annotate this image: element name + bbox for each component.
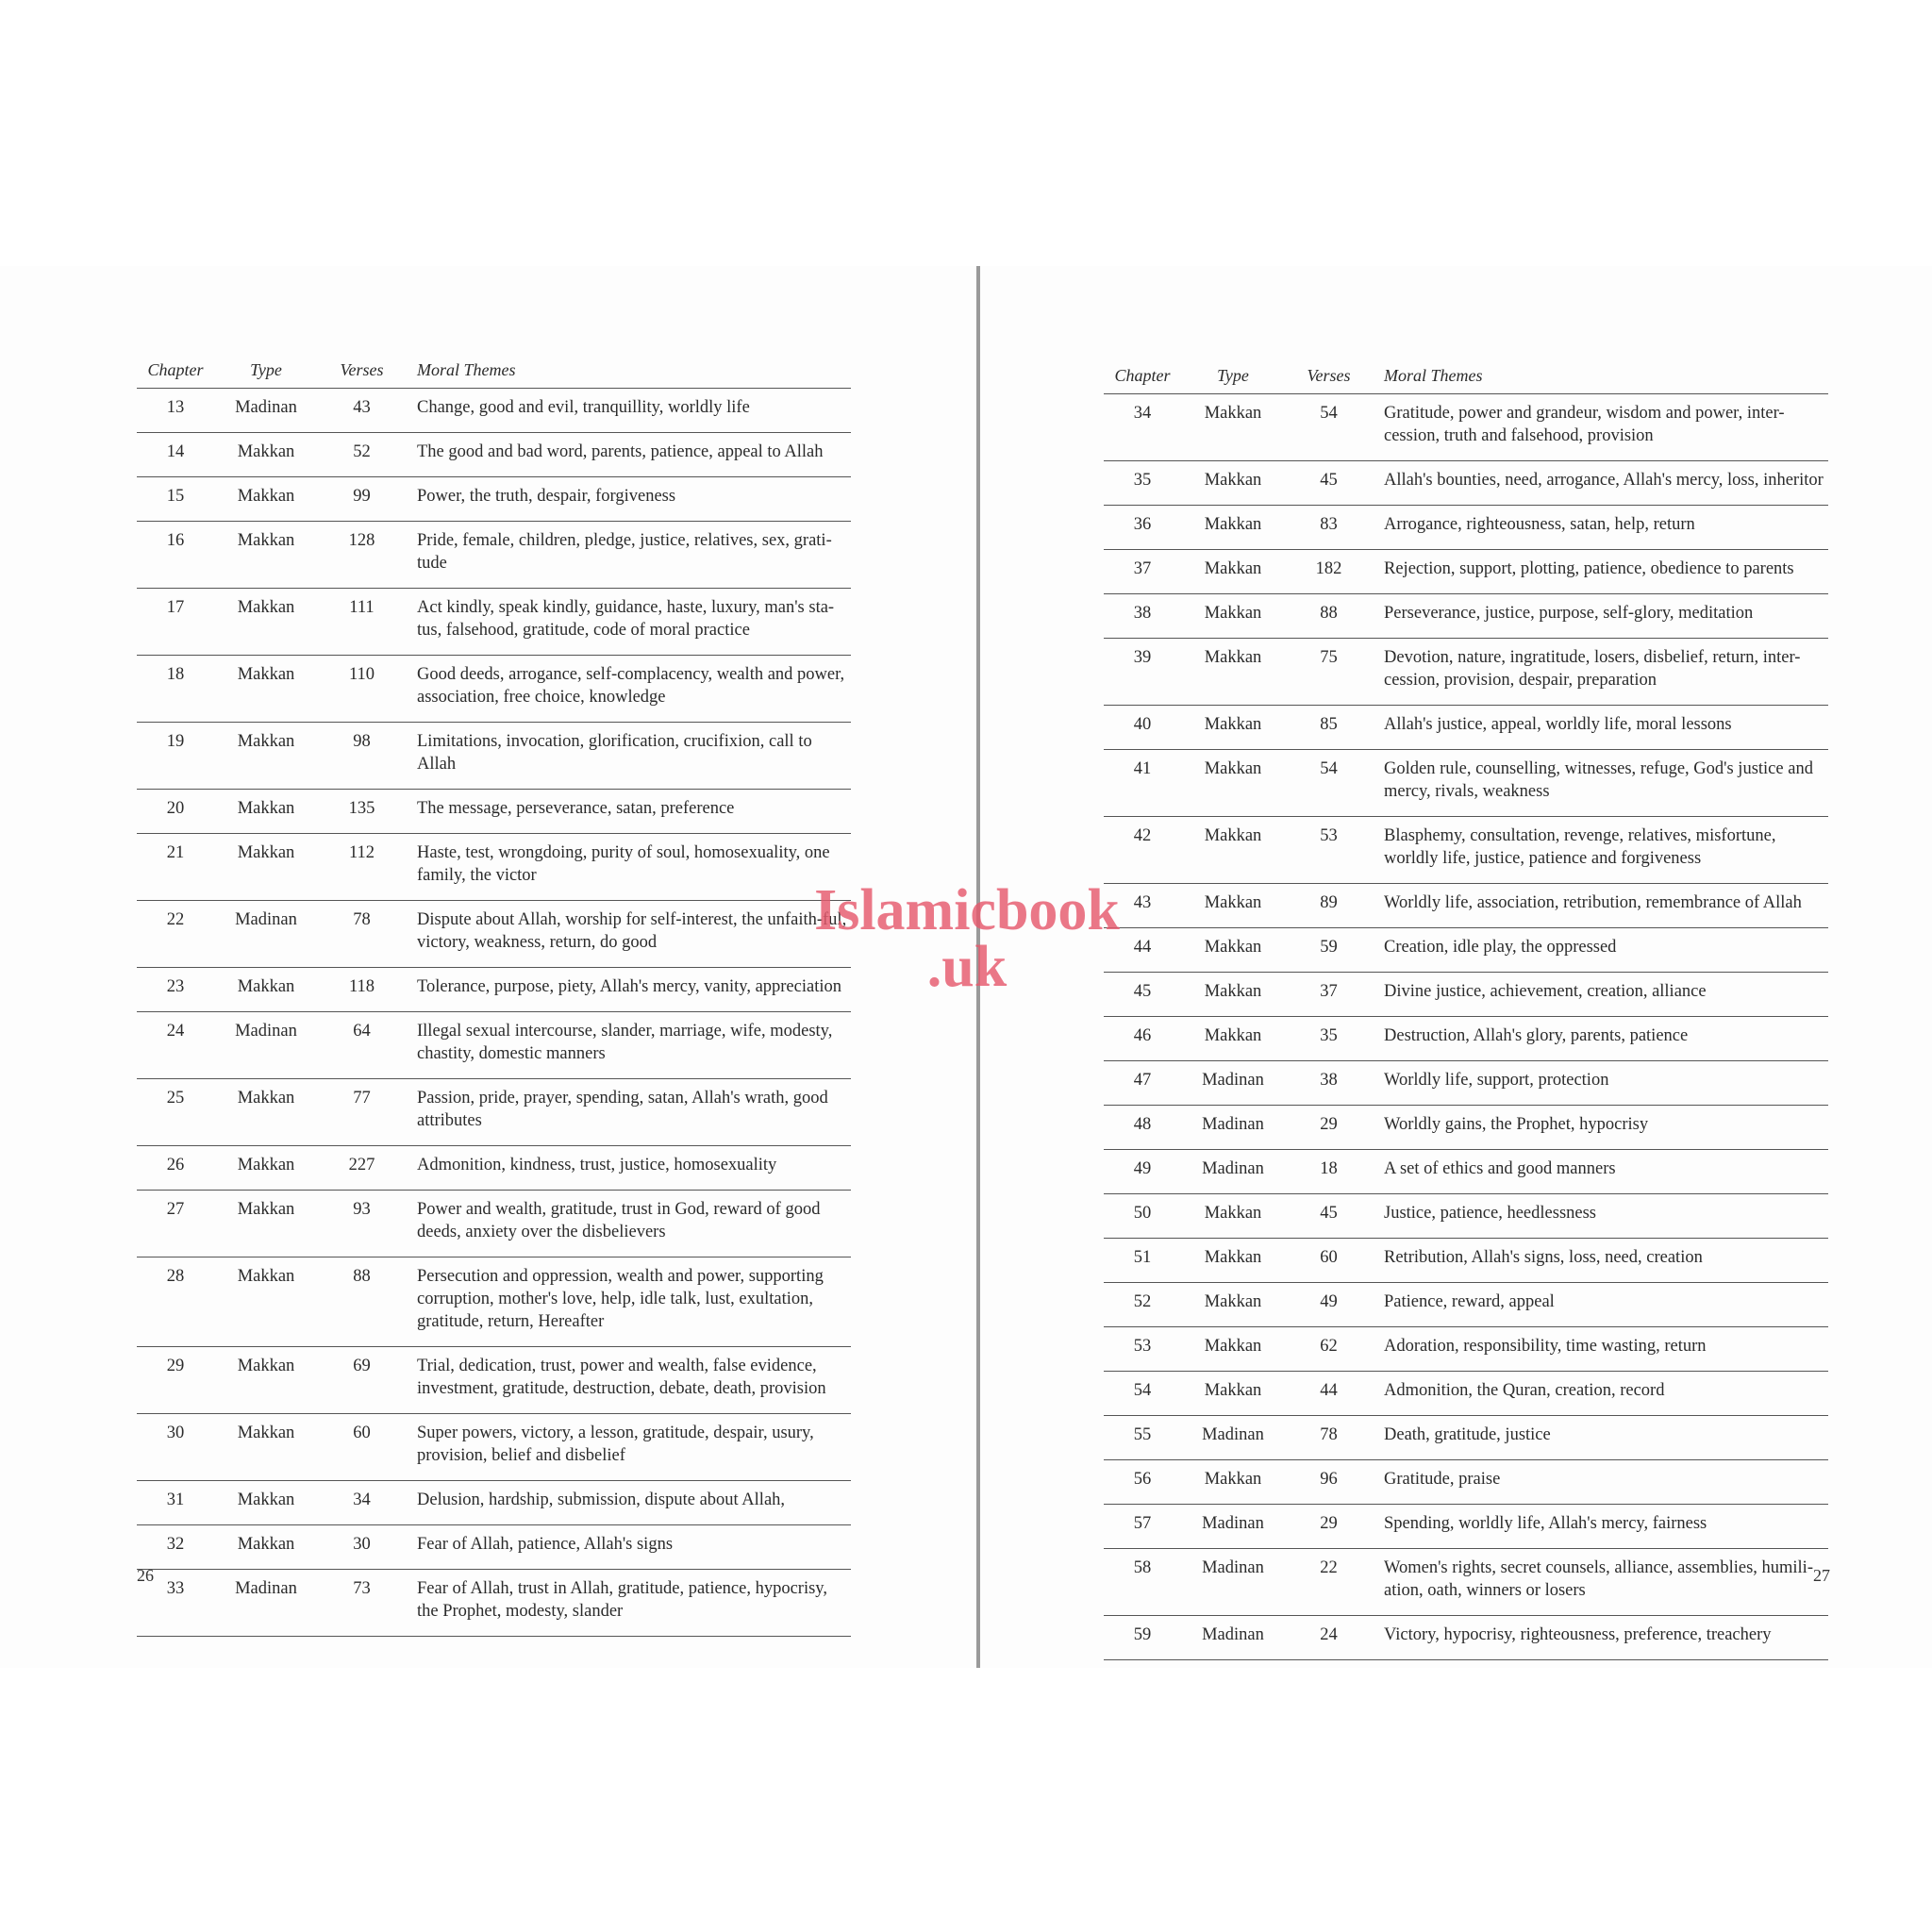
cell-type: Madinan <box>1181 1505 1285 1549</box>
table-row <box>137 433 851 477</box>
table-row <box>137 1570 851 1637</box>
cell-chapter: 54 <box>1104 1372 1181 1416</box>
table-row <box>1104 550 1828 594</box>
cell-themes: Dispute about Allah, worship for self-interest, the unfaith-ful, victory, weakness, return, do good <box>406 901 851 968</box>
cell-type: Makkan <box>1181 1283 1285 1327</box>
cell-themes: Power and wealth, gratitude, trust in God, reward of good deeds, anxiety over the disbelievers <box>406 1191 851 1257</box>
cell-themes: The message, perseverance, satan, preference <box>406 790 851 834</box>
cell-type: Makkan <box>1181 394 1285 461</box>
cell-type: Makkan <box>214 1146 318 1191</box>
table-row <box>137 1146 851 1191</box>
cell-chapter: 40 <box>1104 706 1181 750</box>
cell-themes: Blasphemy, consultation, revenge, relatives, misfortune, worldly life, justice, patience and forgiveness <box>1373 817 1828 884</box>
cell-chapter: 29 <box>137 1347 214 1414</box>
cell-themes: Rejection, support, plotting, patience, obedience to parents <box>1373 550 1828 594</box>
cell-themes: Perseverance, justice, purpose, self-glory, meditation <box>1373 594 1828 639</box>
cell-type: Makkan <box>1181 973 1285 1017</box>
cell-type: Makkan <box>1181 550 1285 594</box>
cell-verses: 37 <box>1285 973 1373 1017</box>
table-row <box>1104 1372 1828 1416</box>
cell-type: Makkan <box>214 1191 318 1257</box>
cell-chapter: 37 <box>1104 550 1181 594</box>
cell-chapter: 51 <box>1104 1239 1181 1283</box>
cell-type: Madinan <box>1181 1061 1285 1106</box>
cell-type: Makkan <box>214 589 318 656</box>
table-row <box>1104 1061 1828 1106</box>
cell-verses: 99 <box>318 477 406 522</box>
cell-themes: Devotion, nature, ingratitude, losers, disbelief, return, inter-cession, provision, despair, preparation <box>1373 639 1828 706</box>
table-row <box>1104 1194 1828 1239</box>
cell-verses: 60 <box>1285 1239 1373 1283</box>
cell-themes: Power, the truth, despair, forgiveness <box>406 477 851 522</box>
watermark-line2: .uk <box>926 935 1008 999</box>
table-row <box>1104 884 1828 928</box>
cell-verses: 29 <box>1285 1505 1373 1549</box>
cell-verses: 128 <box>318 522 406 589</box>
cell-chapter: 18 <box>137 656 214 723</box>
cell-type: Makkan <box>1181 1372 1285 1416</box>
cell-chapter: 35 <box>1104 461 1181 506</box>
cell-type: Madinan <box>1181 1416 1285 1460</box>
cell-themes: Fear of Allah, patience, Allah's signs <box>406 1525 851 1570</box>
cell-themes: Death, gratitude, justice <box>1373 1416 1828 1460</box>
cell-verses: 62 <box>1285 1327 1373 1372</box>
watermark-line1: Islamicbook <box>814 878 1120 942</box>
cell-type: Makkan <box>1181 1460 1285 1505</box>
cell-type: Makkan <box>214 1257 318 1347</box>
cell-chapter: 38 <box>1104 594 1181 639</box>
cell-chapter: 55 <box>1104 1416 1181 1460</box>
cell-verses: 22 <box>1285 1549 1373 1616</box>
cell-type: Makkan <box>1181 1327 1285 1372</box>
cell-chapter: 32 <box>137 1525 214 1570</box>
cell-themes: Allah's justice, appeal, worldly life, moral lessons <box>1373 706 1828 750</box>
header-themes: Moral Themes <box>1373 366 1828 394</box>
table-row <box>137 901 851 968</box>
cell-themes: Fear of Allah, trust in Allah, gratitude, patience, hypocrisy, the Prophet, modesty, slander <box>406 1570 851 1637</box>
cell-verses: 78 <box>1285 1416 1373 1460</box>
page-number-left: 26 <box>137 1566 154 1585</box>
cell-type: Makkan <box>214 433 318 477</box>
cell-chapter: 26 <box>137 1146 214 1191</box>
table-row <box>137 1191 851 1257</box>
table-header-row <box>137 360 851 389</box>
cell-verses: 75 <box>1285 639 1373 706</box>
table-row <box>137 1481 851 1525</box>
left-page <box>137 360 851 1637</box>
cell-verses: 29 <box>1285 1106 1373 1150</box>
cell-chapter: 27 <box>137 1191 214 1257</box>
header-verses: Verses <box>318 360 406 389</box>
cell-verses: 24 <box>1285 1616 1373 1660</box>
table-row <box>137 656 851 723</box>
cell-chapter: 14 <box>137 433 214 477</box>
cell-chapter: 56 <box>1104 1460 1181 1505</box>
table-row <box>137 389 851 433</box>
cell-themes: Good deeds, arrogance, self-complacency, wealth and power, association, free choice, knowledge <box>406 656 851 723</box>
cell-type: Makkan <box>214 1079 318 1146</box>
cell-type: Makkan <box>1181 639 1285 706</box>
cell-verses: 59 <box>1285 928 1373 973</box>
cell-type: Madinan <box>1181 1549 1285 1616</box>
table-row <box>1104 1150 1828 1194</box>
table-row <box>1104 1616 1828 1660</box>
cell-chapter: 22 <box>137 901 214 968</box>
cell-themes: Gratitude, power and grandeur, wisdom and power, inter-cession, truth and falsehood, provision <box>1373 394 1828 461</box>
cell-themes: Golden rule, counselling, witnesses, refuge, God's justice and mercy, rivals, weakness <box>1373 750 1828 817</box>
left-themes-table <box>137 360 851 1637</box>
cell-themes: Admonition, the Quran, creation, record <box>1373 1372 1828 1416</box>
cell-type: Makkan <box>214 1525 318 1570</box>
table-row <box>1104 1505 1828 1549</box>
cell-chapter: 46 <box>1104 1017 1181 1061</box>
cell-chapter: 48 <box>1104 1106 1181 1150</box>
cell-themes: Delusion, hardship, submission, dispute about Allah, <box>406 1481 851 1525</box>
cell-themes: Allah's bounties, need, arrogance, Allah's mercy, loss, inheritor <box>1373 461 1828 506</box>
header-type: Type <box>214 360 318 389</box>
cell-verses: 78 <box>318 901 406 968</box>
cell-chapter: 52 <box>1104 1283 1181 1327</box>
cell-verses: 112 <box>318 834 406 901</box>
table-row <box>137 968 851 1012</box>
cell-type: Madinan <box>214 1012 318 1079</box>
cell-verses: 43 <box>318 389 406 433</box>
cell-type: Makkan <box>214 1481 318 1525</box>
cell-chapter: 39 <box>1104 639 1181 706</box>
cell-verses: 38 <box>1285 1061 1373 1106</box>
cell-chapter: 24 <box>137 1012 214 1079</box>
header-chapter: Chapter <box>1104 366 1181 394</box>
cell-type: Makkan <box>1181 750 1285 817</box>
cell-verses: 60 <box>318 1414 406 1481</box>
cell-type: Makkan <box>1181 884 1285 928</box>
cell-verses: 89 <box>1285 884 1373 928</box>
table-row <box>137 1079 851 1146</box>
cell-verses: 77 <box>318 1079 406 1146</box>
cell-chapter: 50 <box>1104 1194 1181 1239</box>
cell-chapter: 15 <box>137 477 214 522</box>
cell-type: Makkan <box>1181 461 1285 506</box>
right-page <box>1104 366 1828 1660</box>
cell-themes: Worldly life, support, protection <box>1373 1061 1828 1106</box>
cell-verses: 93 <box>318 1191 406 1257</box>
cell-themes: Persecution and oppression, wealth and power, supporting corruption, mother's love, help, idle talk, lust, exultation, gratitude, return, Hereafter <box>406 1257 851 1347</box>
cell-themes: Trial, dedication, trust, power and wealth, false evidence, investment, gratitude, destruction, debate, death, provision <box>406 1347 851 1414</box>
table-row <box>137 477 851 522</box>
cell-verses: 30 <box>318 1525 406 1570</box>
cell-chapter: 23 <box>137 968 214 1012</box>
cell-verses: 98 <box>318 723 406 790</box>
cell-verses: 88 <box>1285 594 1373 639</box>
cell-themes: Change, good and evil, tranquillity, worldly life <box>406 389 851 433</box>
cell-type: Madinan <box>214 1570 318 1637</box>
cell-chapter: 57 <box>1104 1505 1181 1549</box>
cell-type: Makkan <box>1181 1239 1285 1283</box>
cell-verses: 54 <box>1285 394 1373 461</box>
cell-verses: 135 <box>318 790 406 834</box>
cell-type: Makkan <box>214 1347 318 1414</box>
cell-themes: Passion, pride, prayer, spending, satan, Allah's wrath, good attributes <box>406 1079 851 1146</box>
cell-verses: 53 <box>1285 817 1373 884</box>
cell-type: Makkan <box>1181 817 1285 884</box>
cell-themes: A set of ethics and good manners <box>1373 1150 1828 1194</box>
cell-chapter: 19 <box>137 723 214 790</box>
cell-type: Makkan <box>214 834 318 901</box>
cell-type: Makkan <box>214 723 318 790</box>
cell-type: Makkan <box>1181 506 1285 550</box>
cell-verses: 45 <box>1285 461 1373 506</box>
table-row <box>137 1414 851 1481</box>
cell-verses: 73 <box>318 1570 406 1637</box>
cell-chapter: 20 <box>137 790 214 834</box>
cell-chapter: 33 <box>137 1570 214 1637</box>
cell-type: Makkan <box>214 790 318 834</box>
cell-type: Makkan <box>214 477 318 522</box>
cell-type: Madinan <box>1181 1616 1285 1660</box>
table-row <box>1104 706 1828 750</box>
cell-chapter: 45 <box>1104 973 1181 1017</box>
table-row <box>1104 973 1828 1017</box>
cell-verses: 96 <box>1285 1460 1373 1505</box>
cell-chapter: 21 <box>137 834 214 901</box>
table-row <box>1104 506 1828 550</box>
cell-type: Makkan <box>1181 928 1285 973</box>
cell-type: Madinan <box>1181 1106 1285 1150</box>
cell-verses: 45 <box>1285 1194 1373 1239</box>
cell-verses: 110 <box>318 656 406 723</box>
table-row <box>1104 1416 1828 1460</box>
table-row <box>1104 928 1828 973</box>
table-row <box>1104 1327 1828 1372</box>
cell-chapter: 16 <box>137 522 214 589</box>
cell-themes: Limitations, invocation, glorification, crucifixion, call to Allah <box>406 723 851 790</box>
left-table-body <box>137 389 851 1637</box>
cell-type: Makkan <box>1181 706 1285 750</box>
cell-themes: Retribution, Allah's signs, loss, need, creation <box>1373 1239 1828 1283</box>
cell-type: Makkan <box>1181 594 1285 639</box>
cell-verses: 182 <box>1285 550 1373 594</box>
cell-themes: Super powers, victory, a lesson, gratitude, despair, usury, provision, belief and disbelief <box>406 1414 851 1481</box>
cell-verses: 34 <box>318 1481 406 1525</box>
cell-chapter: 13 <box>137 389 214 433</box>
table-row <box>137 589 851 656</box>
cell-themes: Victory, hypocrisy, righteousness, preference, treachery <box>1373 1616 1828 1660</box>
header-chapter: Chapter <box>137 360 214 389</box>
cell-verses: 111 <box>318 589 406 656</box>
cell-verses: 118 <box>318 968 406 1012</box>
cell-themes: Haste, test, wrongdoing, purity of soul, homosexuality, one family, the victor <box>406 834 851 901</box>
cell-chapter: 59 <box>1104 1616 1181 1660</box>
cell-type: Makkan <box>214 656 318 723</box>
cell-themes: The good and bad word, parents, patience, appeal to Allah <box>406 433 851 477</box>
cell-type: Madinan <box>214 389 318 433</box>
cell-chapter: 41 <box>1104 750 1181 817</box>
cell-themes: Act kindly, speak kindly, guidance, haste, luxury, man's sta-tus, falsehood, gratitude, code of moral practice <box>406 589 851 656</box>
cell-verses: 227 <box>318 1146 406 1191</box>
right-table-body <box>1104 394 1828 1660</box>
cell-chapter: 34 <box>1104 394 1181 461</box>
cell-chapter: 42 <box>1104 817 1181 884</box>
table-row <box>1104 817 1828 884</box>
cell-themes: Patience, reward, appeal <box>1373 1283 1828 1327</box>
cell-type: Makkan <box>214 522 318 589</box>
table-row <box>137 1257 851 1347</box>
cell-verses: 64 <box>318 1012 406 1079</box>
header-type: Type <box>1181 366 1285 394</box>
cell-verses: 44 <box>1285 1372 1373 1416</box>
cell-themes: Spending, worldly life, Allah's mercy, fairness <box>1373 1505 1828 1549</box>
table-row <box>1104 594 1828 639</box>
cell-type: Madinan <box>1181 1150 1285 1194</box>
table-row <box>1104 1239 1828 1283</box>
cell-verses: 69 <box>318 1347 406 1414</box>
table-row <box>1104 750 1828 817</box>
cell-themes: Tolerance, purpose, piety, Allah's mercy, vanity, appreciation <box>406 968 851 1012</box>
cell-chapter: 25 <box>137 1079 214 1146</box>
table-row <box>137 1012 851 1079</box>
cell-chapter: 28 <box>137 1257 214 1347</box>
cell-chapter: 36 <box>1104 506 1181 550</box>
table-row <box>137 1525 851 1570</box>
cell-chapter: 49 <box>1104 1150 1181 1194</box>
header-verses: Verses <box>1285 366 1373 394</box>
table-row <box>1104 394 1828 461</box>
cell-verses: 52 <box>318 433 406 477</box>
table-row <box>1104 639 1828 706</box>
table-row <box>1104 1017 1828 1061</box>
cell-verses: 54 <box>1285 750 1373 817</box>
table-row <box>1104 1460 1828 1505</box>
right-themes-table <box>1104 366 1828 1660</box>
table-row <box>1104 461 1828 506</box>
cell-themes: Worldly gains, the Prophet, hypocrisy <box>1373 1106 1828 1150</box>
cell-chapter: 44 <box>1104 928 1181 973</box>
cell-themes: Illegal sexual intercourse, slander, marriage, wife, modesty, chastity, domestic manners <box>406 1012 851 1079</box>
table-row <box>1104 1283 1828 1327</box>
cell-type: Makkan <box>1181 1194 1285 1239</box>
cell-themes: Creation, idle play, the oppressed <box>1373 928 1828 973</box>
cell-themes: Pride, female, children, pledge, justice, relatives, sex, grati-tude <box>406 522 851 589</box>
cell-chapter: 31 <box>137 1481 214 1525</box>
table-row <box>137 834 851 901</box>
cell-verses: 18 <box>1285 1150 1373 1194</box>
cell-themes: Worldly life, association, retribution, remembrance of Allah <box>1373 884 1828 928</box>
cell-chapter: 53 <box>1104 1327 1181 1372</box>
cell-verses: 85 <box>1285 706 1373 750</box>
cell-themes: Arrogance, righteousness, satan, help, return <box>1373 506 1828 550</box>
cell-chapter: 47 <box>1104 1061 1181 1106</box>
cell-themes: Admonition, kindness, trust, justice, homosexuality <box>406 1146 851 1191</box>
table-row <box>137 723 851 790</box>
table-row <box>1104 1106 1828 1150</box>
cell-chapter: 17 <box>137 589 214 656</box>
cell-themes: Destruction, Allah's glory, parents, patience <box>1373 1017 1828 1061</box>
cell-chapter: 30 <box>137 1414 214 1481</box>
cell-verses: 88 <box>318 1257 406 1347</box>
cell-themes: Divine justice, achievement, creation, alliance <box>1373 973 1828 1017</box>
cell-themes: Women's rights, secret counsels, alliance, assemblies, humili-ation, oath, winners or losers <box>1373 1549 1828 1616</box>
cell-verses: 83 <box>1285 506 1373 550</box>
table-row <box>137 1347 851 1414</box>
cell-themes: Justice, patience, heedlessness <box>1373 1194 1828 1239</box>
cell-type: Makkan <box>214 1414 318 1481</box>
cell-verses: 49 <box>1285 1283 1373 1327</box>
cell-verses: 35 <box>1285 1017 1373 1061</box>
cell-type: Makkan <box>214 968 318 1012</box>
table-row <box>137 790 851 834</box>
table-header-row <box>1104 366 1828 394</box>
cell-type: Makkan <box>1181 1017 1285 1061</box>
cell-type: Madinan <box>214 901 318 968</box>
watermark <box>797 878 1137 999</box>
cell-themes: Gratitude, praise <box>1373 1460 1828 1505</box>
table-row <box>1104 1549 1828 1616</box>
header-themes: Moral Themes <box>406 360 851 389</box>
table-row <box>137 522 851 589</box>
page-number-right: 27 <box>1813 1566 1830 1585</box>
cell-chapter: 58 <box>1104 1549 1181 1616</box>
cell-chapter: 43 <box>1104 884 1181 928</box>
cell-themes: Adoration, responsibility, time wasting, return <box>1373 1327 1828 1372</box>
